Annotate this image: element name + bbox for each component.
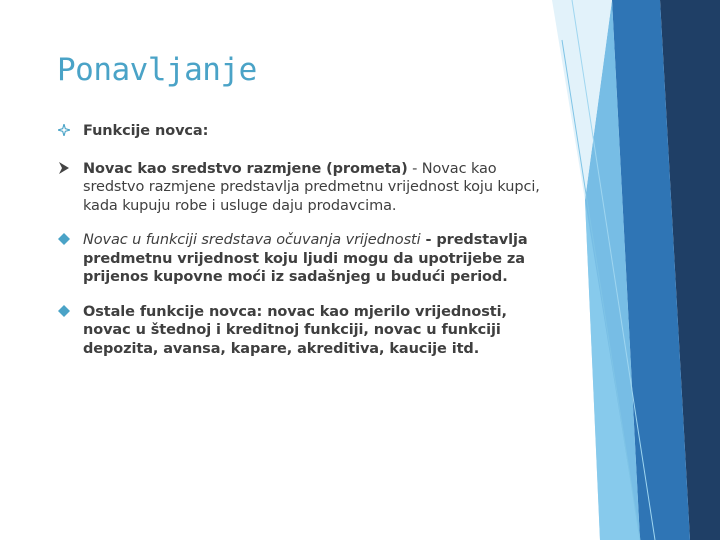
item-text — [83, 231, 558, 287]
four-point-star-icon — [58, 124, 70, 136]
item-rest: - Novac kao sredstvo razmjene predstavlja predmetnu vrijednost koju kupci, kada kupuju robe i usluge daju prodavcima. — [83, 160, 540, 214]
diamond-icon — [58, 233, 70, 245]
item-text — [83, 122, 558, 141]
slide-title: Ponavljanje — [57, 52, 257, 88]
bullet-list — [58, 122, 558, 374]
item-mid: u funkciji sredstava očuvanja vrijednosti — [127, 232, 421, 248]
item-label: Ostale funkcije novca: novac kao mjerilo vrijednosti, novac u štednoj i kreditnoj funkciji, novac u funkciji depozita, avansa, kapare, akreditiva, kaucije itd. — [83, 303, 507, 357]
item-lead: Novac — [83, 232, 128, 248]
arrowhead-icon — [58, 162, 70, 174]
item-rest: - predstavlja predmetnu vrijednost koju ljudi mogu da upotrijebe za prijenos kupovne moći iz sadašnjeg u budući period. — [83, 232, 528, 285]
item-lead: Novac kao sredstvo razmjene (prometa) — [83, 160, 408, 177]
diamond-icon — [58, 305, 70, 317]
list-item — [58, 303, 558, 359]
item-text — [83, 160, 558, 216]
list-item — [58, 231, 558, 287]
list-item — [58, 122, 558, 141]
list-item — [58, 160, 558, 216]
item-text — [83, 303, 558, 359]
item-label: Funkcije novca: — [83, 123, 209, 139]
